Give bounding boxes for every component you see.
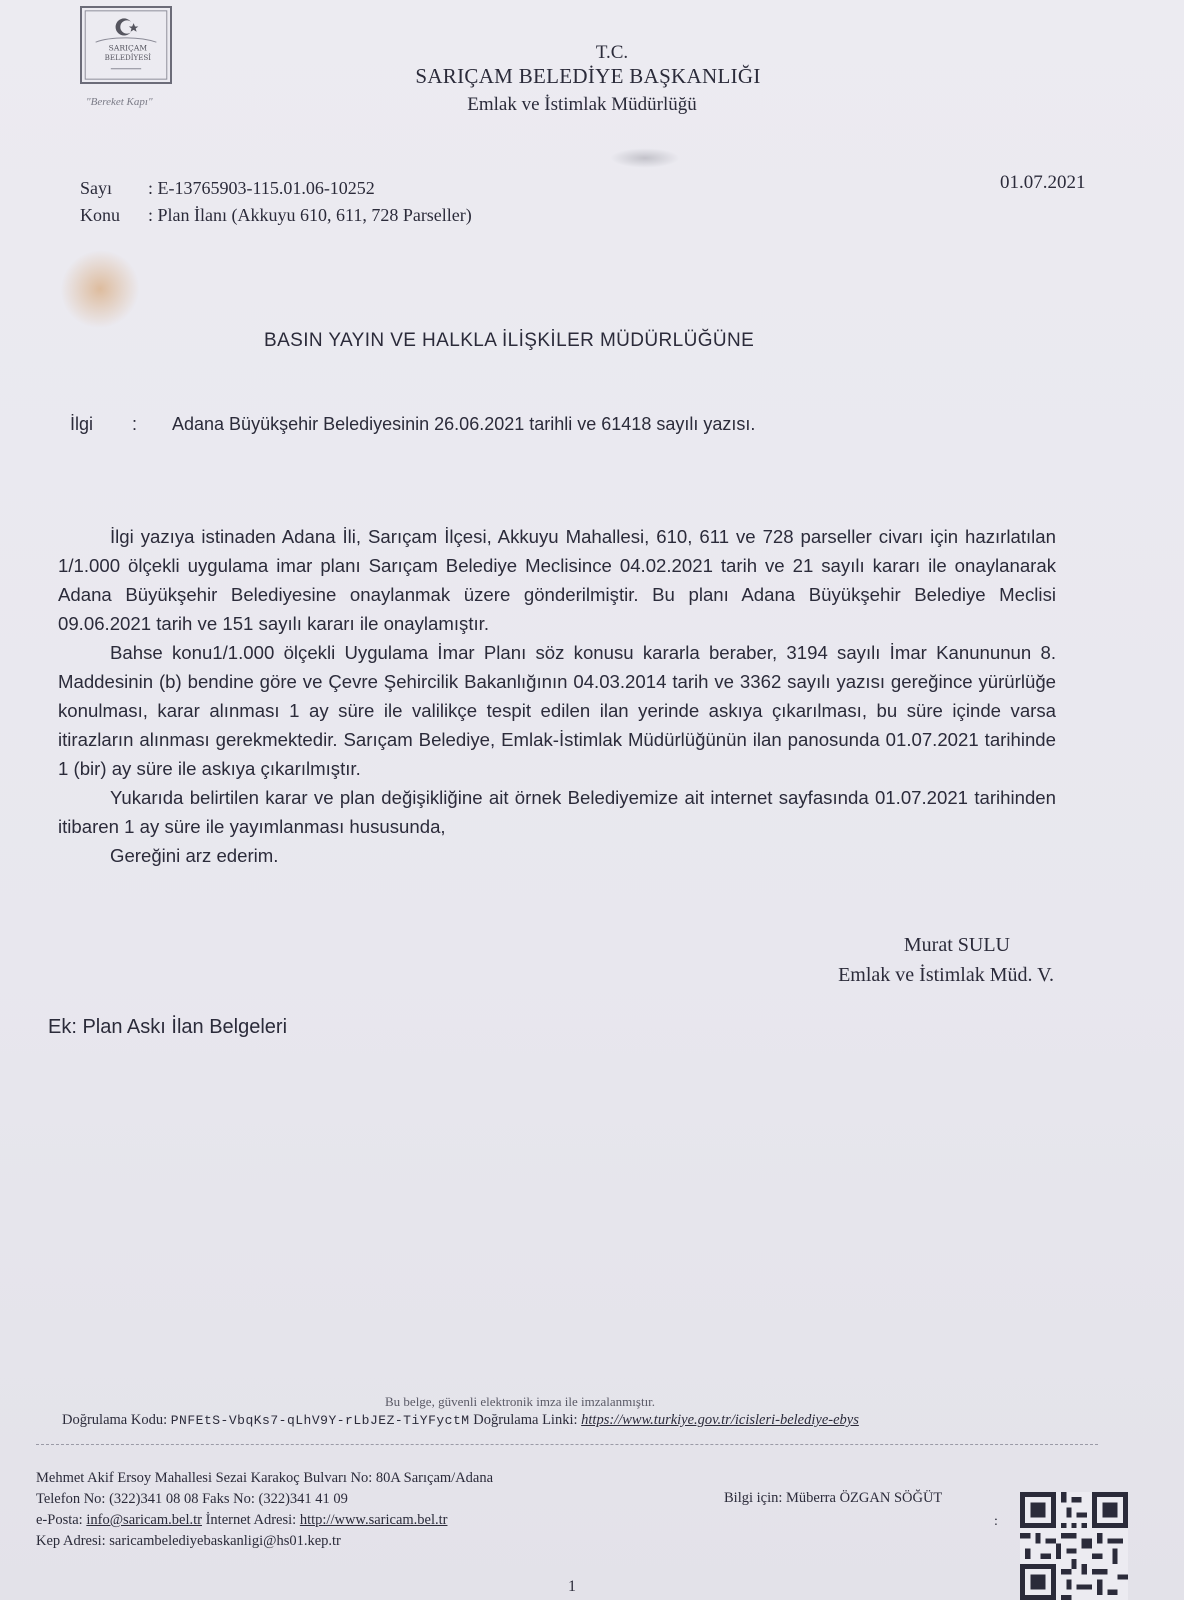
attachment-line: Ek: Plan Askı İlan Belgeleri (48, 1016, 288, 1038)
header-department: Emlak ve İstimlak Müdürlüğü (467, 94, 697, 115)
ilgi-row (70, 414, 755, 435)
header-organization: SARIÇAM BELEDİYE BAŞKANLIĞI (415, 64, 761, 88)
info-contact: Bilgi için: Müberra ÖZGAN SÖĞÜT (724, 1490, 943, 1506)
footer-email-label: e-Posta: (36, 1512, 83, 1528)
body-paragraph: İlgi yazıya istinaden Adana İli, Sarıçam İlçesi, Akkuyu Mahallesi, 610, 611 ve 728 parseller civarı için hazırlatılan 1/1.000 ölçekli uygulama imar planı Sarıçam Belediye Meclisince 04.02.2021 tarih ve 21 sayılı kararı ile onaylanarak Adana Büyükşehir Belediyesine onaylanmak üzere gönderilmiştir. Bu planı Adana Büyükşehir Belediye Meclisi 09.06.2021 tarih ve 151 sayılı kararı ile onaylamıştır. (58, 526, 1056, 634)
verification-code: PNFEtS-VbqKs7-qLhV9Y-rLbJEZ-TiYFyctM (170, 1413, 470, 1428)
logo-motto: "Bereket Kapı" (86, 96, 153, 108)
sayi-label: Sayı (80, 178, 113, 198)
sayi-value: : E-13765903-115.01.06-10252 (148, 178, 375, 198)
ilgi-text: Adana Büyükşehir Belediyesinin 26.06.2021 tarihli ve 61418 sayılı yazısı. (172, 414, 756, 434)
e-signature-note: Bu belge, güvenli elektronik imza ile imzalanmıştır. (385, 1394, 656, 1409)
footer-contact (36, 1468, 493, 1552)
konu-value: : Plan İlanı (Akkuyu 610, 611, 728 Parseller) (148, 205, 472, 225)
footer-web[interactable]: http://www.saricam.bel.tr (299, 1512, 448, 1528)
verification-link-label: Doğrulama Linki: (473, 1412, 578, 1428)
body-paragraph: Bahse konu1/1.000 ölçekli Uygulama İmar Planı söz konusu kararla beraber, 3194 sayılı İmar Kanununun 8. Maddesinin (b) bendine göre ve Çevre Şehircilik Bakanlığının 04.03.2014 tarih ve 3362 sayılı yazısı gereğince yürürlüğe konulması, karar alınması 1 ay süre ile valilikçe tespit edilen ilan yerinde askıya çıkarılması, bu süre içinde varsa itirazların alınması gerekmektedir. Sarıçam Belediye, Emlak-İstimlak Müdürlüğünün ilan panosunda 01.07.2021 tarihinde 1 (bir) ay süre ile askıya çıkarılmıştır. (58, 642, 1056, 779)
letter-body (58, 522, 1056, 870)
ilgi-label: İlgi (70, 414, 94, 434)
stain-mark-2 (610, 148, 680, 168)
konu-label: Konu (80, 205, 120, 225)
signatory-title: Emlak ve İstimlak Müd. V. (838, 964, 1054, 986)
page-number: 1 (568, 1578, 576, 1595)
footer-email-web (36, 1510, 493, 1531)
ilgi-separator: : (132, 414, 138, 434)
info-colon: : (994, 1514, 998, 1529)
konu-row (80, 205, 472, 226)
footer-kep: Kep Adresi: saricambelediyebaskanligi@hs01.kep.tr (36, 1533, 341, 1549)
document-date: 01.07.2021 (1000, 172, 1086, 193)
footer-email[interactable]: info@saricam.bel.tr (86, 1512, 202, 1528)
stain-mark (45, 234, 155, 344)
qr-code-icon (1020, 1492, 1128, 1600)
footer-web-label: İnternet Adresi: (205, 1512, 297, 1528)
verification-code-label: Doğrulama Kodu: (62, 1412, 168, 1428)
header-country: T.C. (595, 42, 629, 63)
addressee: BASIN YAYIN VE HALKLA İLİŞKİLER MÜDÜRLÜĞÜNE (264, 330, 755, 351)
footer-divider (36, 1444, 1098, 1445)
svg-text:SARIÇAM: SARIÇAM (108, 43, 148, 53)
signatory-name: Murat SULU (903, 934, 1010, 956)
footer-address: Mehmet Akif Ersoy Mahallesi Sezai Karakoç Bulvarı No: 80A Sarıçam/Adana (36, 1470, 494, 1486)
verification-link[interactable]: https://www.turkiye.gov.tr/icisleri-belediye-ebys (581, 1412, 859, 1428)
body-paragraph: Yukarıda belirtilen karar ve plan değişikliğine ait örnek Belediyemize ait internet sayfasında 01.07.2021 tarihinden itibaren 1 ay süre ile yayımlanması hususunda, (58, 787, 1056, 837)
verification-row (62, 1412, 859, 1429)
sayi-row (80, 178, 375, 199)
footer-phone: Telefon No: (322)341 08 08 Faks No: (322)341 41 09 (36, 1491, 348, 1507)
body-paragraph: Gereğini arz ederim. (110, 845, 279, 866)
svg-text:BELEDİYESİ: BELEDİYESİ (104, 53, 152, 63)
